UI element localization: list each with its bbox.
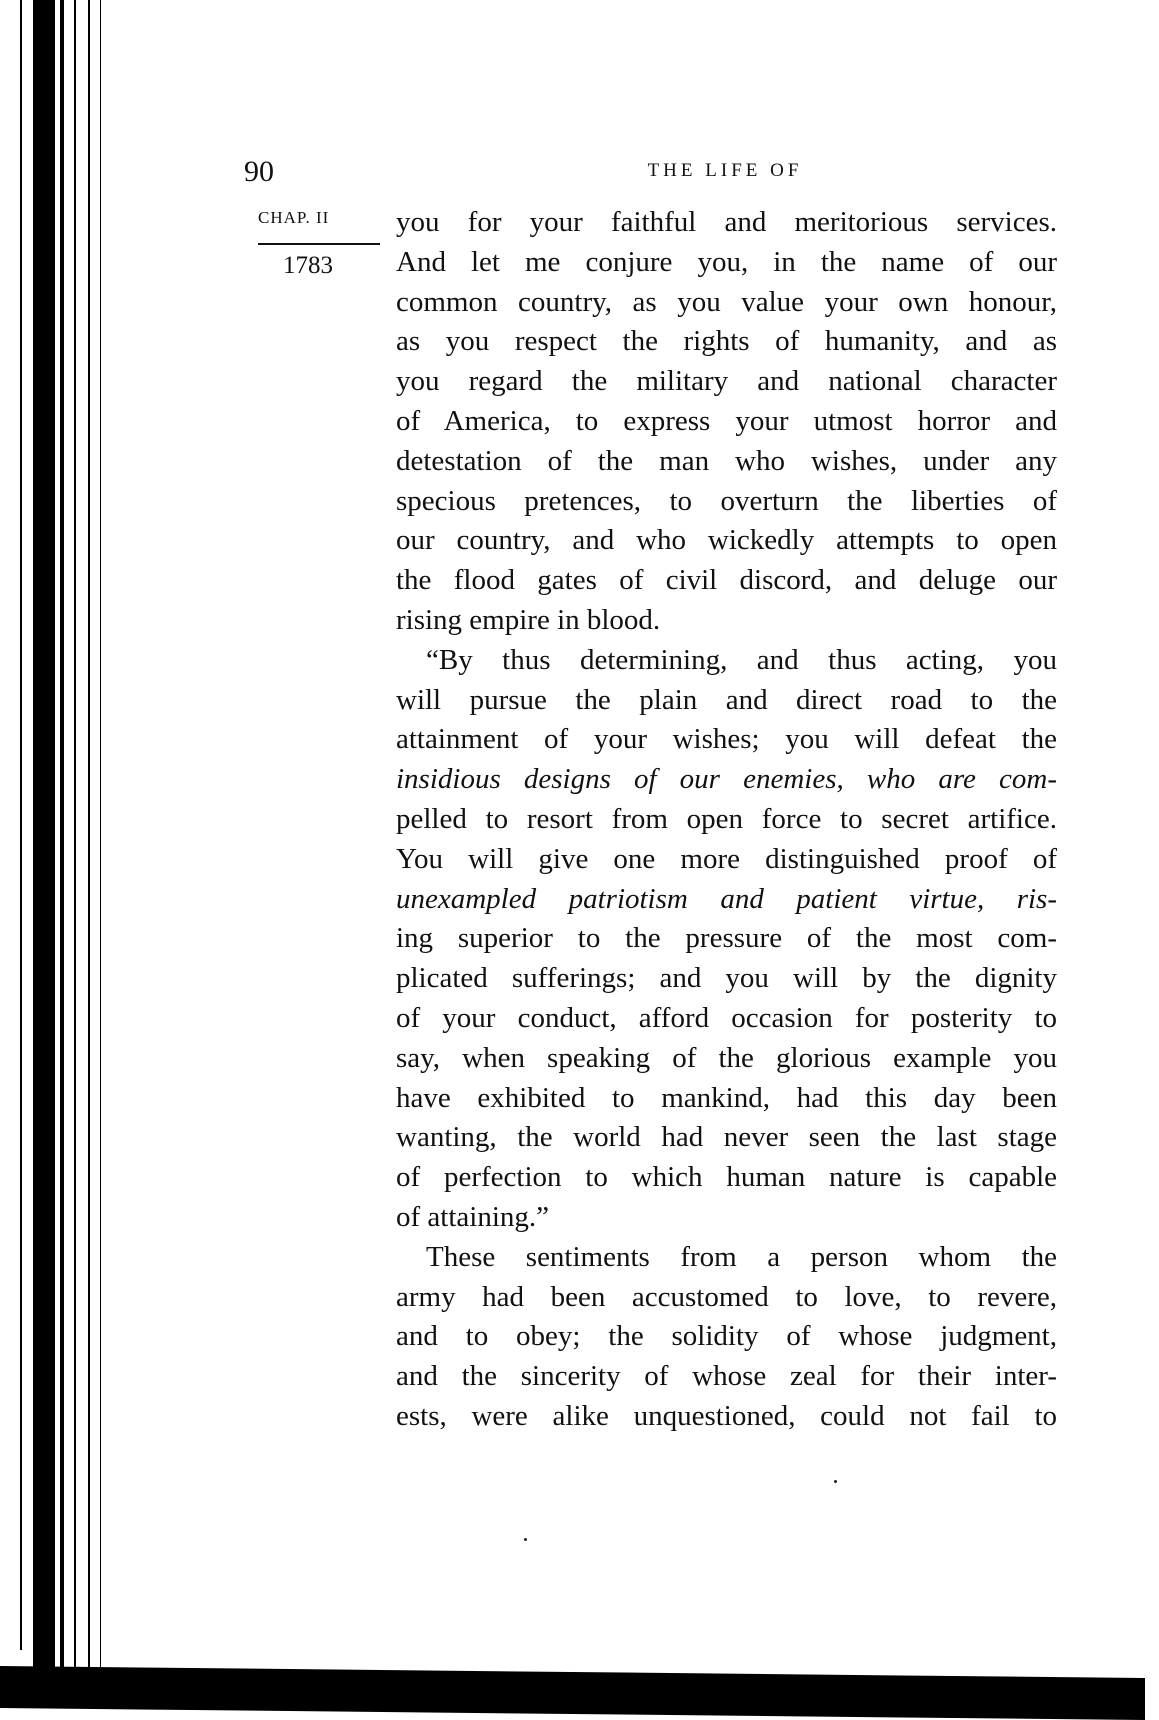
binding-edge-shadow — [33, 0, 55, 1690]
page-number: 90 — [244, 155, 274, 188]
text-line: and the sincerity of whose zeal for their inter- — [396, 1360, 1057, 1393]
text-line: ests, were alike unquestioned, could not fail to — [396, 1399, 1057, 1432]
text-line: pelled to resort from open force to secret artifice. — [396, 802, 1057, 835]
text-line: “By thus determining, and thus acting, you — [426, 643, 1057, 676]
text-line: you for your faithful and meritorious services. — [396, 206, 1057, 238]
text-line: insidious designs of our enemies, who are com- — [396, 763, 1057, 796]
binding-edge-line — [100, 0, 101, 1680]
text-line: You will give one more distinguished proof of — [396, 842, 1057, 875]
margin-rule — [258, 243, 380, 245]
text-line: of perfection to which human nature is capable — [396, 1161, 1057, 1194]
text-line: our country, and who wickedly attempts to open — [396, 524, 1057, 557]
text-line: have exhibited to mankind, had this day been — [396, 1081, 1057, 1114]
text-line: of your conduct, afford occasion for posterity to — [396, 1001, 1057, 1034]
text-line: the flood gates of civil discord, and deluge our — [396, 564, 1057, 597]
text-line: detestation of the man who wishes, under any — [396, 444, 1057, 477]
text-line: army had been accustomed to love, to revere, — [396, 1280, 1057, 1313]
text-line: common country, as you value your own honour, — [396, 285, 1057, 318]
text-line: rising empire in blood. — [396, 603, 661, 636]
text-line: specious pretences, to overturn the liberties of — [396, 484, 1057, 517]
speck — [524, 1538, 527, 1541]
text-line: of attaining.” — [396, 1200, 550, 1233]
binding-edge-line — [74, 0, 76, 1680]
text-line: And let me conjure you, in the name of our — [396, 245, 1057, 278]
text-line: attainment of your wishes; you will defeat the — [396, 723, 1057, 756]
text-line: and to obey; the solidity of whose judgment, — [396, 1320, 1057, 1353]
bottom-edge-shadow — [0, 1666, 1145, 1720]
binding-edge-line — [88, 0, 90, 1680]
text-line: will pursue the plain and direct road to the — [396, 683, 1057, 716]
margin-chapter: CHAP. II — [258, 208, 330, 227]
running-head: THE LIFE OF — [647, 160, 803, 181]
text-line: as you respect the rights of humanity, and as — [396, 325, 1057, 358]
text-line: you regard the military and national character — [396, 365, 1057, 398]
text-line: say, when speaking of the glorious example you — [396, 1041, 1057, 1074]
speck — [834, 1480, 837, 1483]
text-line: of America, to express your utmost horror and — [396, 404, 1057, 437]
text-line: ing superior to the pressure of the most com- — [396, 922, 1057, 955]
text-line: unexampled patriotism and patient virtue, ris- — [396, 882, 1057, 915]
body-text — [396, 203, 1057, 1437]
text-line: These sentiments from a person whom the — [426, 1240, 1057, 1273]
binding-edge-line — [20, 0, 22, 1650]
text-line: plicated sufferings; and you will by the dignity — [396, 962, 1057, 995]
binding-edge-line — [60, 0, 64, 1690]
margin-year: 1783 — [283, 252, 333, 279]
text-line: wanting, the world had never seen the last stage — [396, 1121, 1057, 1154]
